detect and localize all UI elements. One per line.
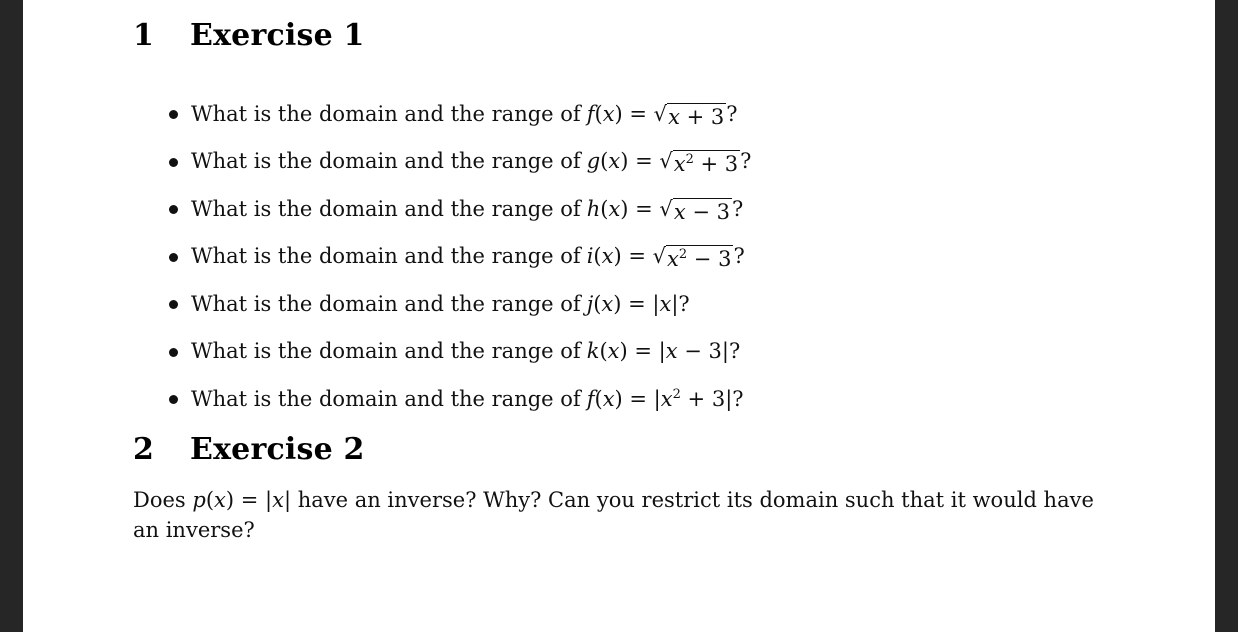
math-exponent: 2: [672, 386, 681, 402]
radical-sign-icon: √: [659, 149, 673, 174]
sqrt-expression: [659, 145, 740, 177]
section-number: 2: [133, 432, 155, 467]
math-function-name: k: [586, 339, 600, 364]
section-heading: [133, 432, 1125, 467]
math-function-name: f: [586, 101, 595, 126]
question-text: What is the domain and the range of: [191, 244, 581, 269]
math-argument: x: [602, 101, 615, 126]
abs-expression: |x − 3|: [658, 339, 729, 364]
section-title: Exercise 1: [190, 18, 365, 53]
list-item: [169, 138, 751, 186]
math-rest: + 3: [693, 152, 739, 177]
question-text: What is the domain and the range of: [191, 386, 581, 411]
section-title: Exercise 2: [190, 432, 365, 467]
list-item: [169, 375, 751, 423]
math-variable: x: [665, 339, 678, 364]
math-function-name: i: [586, 244, 594, 269]
math-function-name: g: [586, 149, 601, 174]
math-rest: − 3: [685, 199, 730, 224]
list-item: [169, 185, 751, 233]
math-argument: x: [608, 196, 621, 221]
bullet-icon: [169, 110, 178, 119]
abs-expression: $|x^2 + 3|$: [653, 386, 733, 411]
paragraph-text-pre: Does: [133, 488, 193, 512]
list-item: [169, 328, 751, 376]
section-number: 1: [133, 18, 155, 53]
math-exponent: 2: [685, 152, 694, 168]
math-function-name: j: [586, 291, 594, 316]
math-expression: i(x) = √ $x^2 - 3$ ?: [587, 240, 745, 272]
math-argument: x: [602, 386, 615, 411]
question-text: What is the domain and the range of: [191, 339, 581, 364]
radical-sign-icon: √: [659, 196, 673, 221]
math-variable: x: [667, 247, 679, 272]
math-expression: f(x) = √ x + 3 ?: [587, 98, 738, 130]
question-mark: ?: [678, 291, 690, 316]
bullet-icon: [169, 348, 178, 357]
question-text: What is the domain and the range of: [191, 101, 581, 126]
math-rest: + 3: [680, 386, 726, 411]
bullet-icon: [169, 158, 178, 167]
question-text: What is the domain and the range of: [191, 196, 581, 221]
math-rest: + 3: [679, 104, 725, 129]
math-expression: k(x) = |x − 3|?: [586, 339, 741, 364]
section-exercise-2: [133, 432, 1125, 545]
bullet-icon: [169, 395, 178, 404]
section-exercise-1: [133, 18, 1125, 411]
radicand: [673, 198, 732, 225]
math-rest: − 3: [687, 247, 732, 272]
document-page: [23, 0, 1215, 632]
question-mark: ?: [733, 244, 745, 269]
question-mark: ?: [740, 149, 752, 174]
exercise-list: [169, 90, 751, 423]
paragraph-text-post: have an inverse? Why? Can you restrict its domain such that it would have an inverse?: [133, 488, 1094, 542]
math-function-name: f: [586, 386, 595, 411]
math-variable: x: [659, 291, 672, 316]
math-expression: g(x) = √ $x^2 + 3$ ?: [587, 145, 752, 177]
math-function-name: p: [192, 488, 206, 512]
abs-expression: |x|: [652, 291, 679, 316]
radical-sign-icon: √: [652, 244, 666, 269]
question-mark: ?: [728, 339, 741, 364]
bullet-icon: [169, 253, 178, 262]
bullet-icon: [169, 300, 178, 309]
math-variable: x: [668, 104, 680, 129]
math-argument: x: [608, 149, 621, 174]
list-item: [169, 233, 751, 281]
question-mark: ?: [731, 196, 744, 221]
math-rest: − 3: [677, 339, 722, 364]
math-expression: h(x) = √ x − 3 ?: [587, 193, 744, 225]
math-argument: x: [214, 488, 226, 512]
list-item: [169, 280, 751, 328]
list-item: [169, 90, 751, 138]
section-heading: [133, 18, 1125, 53]
radicand: [667, 103, 726, 130]
math-variable: x: [673, 152, 686, 177]
math-function-name: h: [586, 196, 601, 221]
question-text: What is the domain and the range of: [191, 149, 581, 174]
radicand: [666, 245, 733, 272]
math-argument: x: [601, 244, 614, 269]
question-text: What is the domain and the range of: [191, 291, 581, 316]
bullet-icon: [169, 205, 178, 214]
question-mark: ?: [726, 101, 738, 126]
math-variable: x: [673, 199, 686, 224]
math-exponent: 2: [678, 247, 688, 263]
radicand: [673, 150, 740, 177]
sqrt-expression: [653, 240, 734, 272]
math-argument: x: [607, 339, 620, 364]
radical-sign-icon: √: [653, 101, 668, 126]
math-variable: x: [660, 386, 673, 411]
sqrt-expression: [659, 193, 732, 225]
math-argument: x: [601, 291, 614, 316]
exercise-paragraph: Does p(x) = |x| have an inverse? Why? Can you restrict its domain such that it would have an inverse?: [133, 488, 1094, 542]
math-abs-inner: x: [272, 488, 284, 512]
math-expression: $f(x) = |x^2 + 3|$?: [586, 386, 744, 411]
math-expression: j(x) = |x|?: [586, 291, 690, 316]
sqrt-expression: [654, 98, 727, 130]
question-mark: ?: [732, 386, 744, 411]
